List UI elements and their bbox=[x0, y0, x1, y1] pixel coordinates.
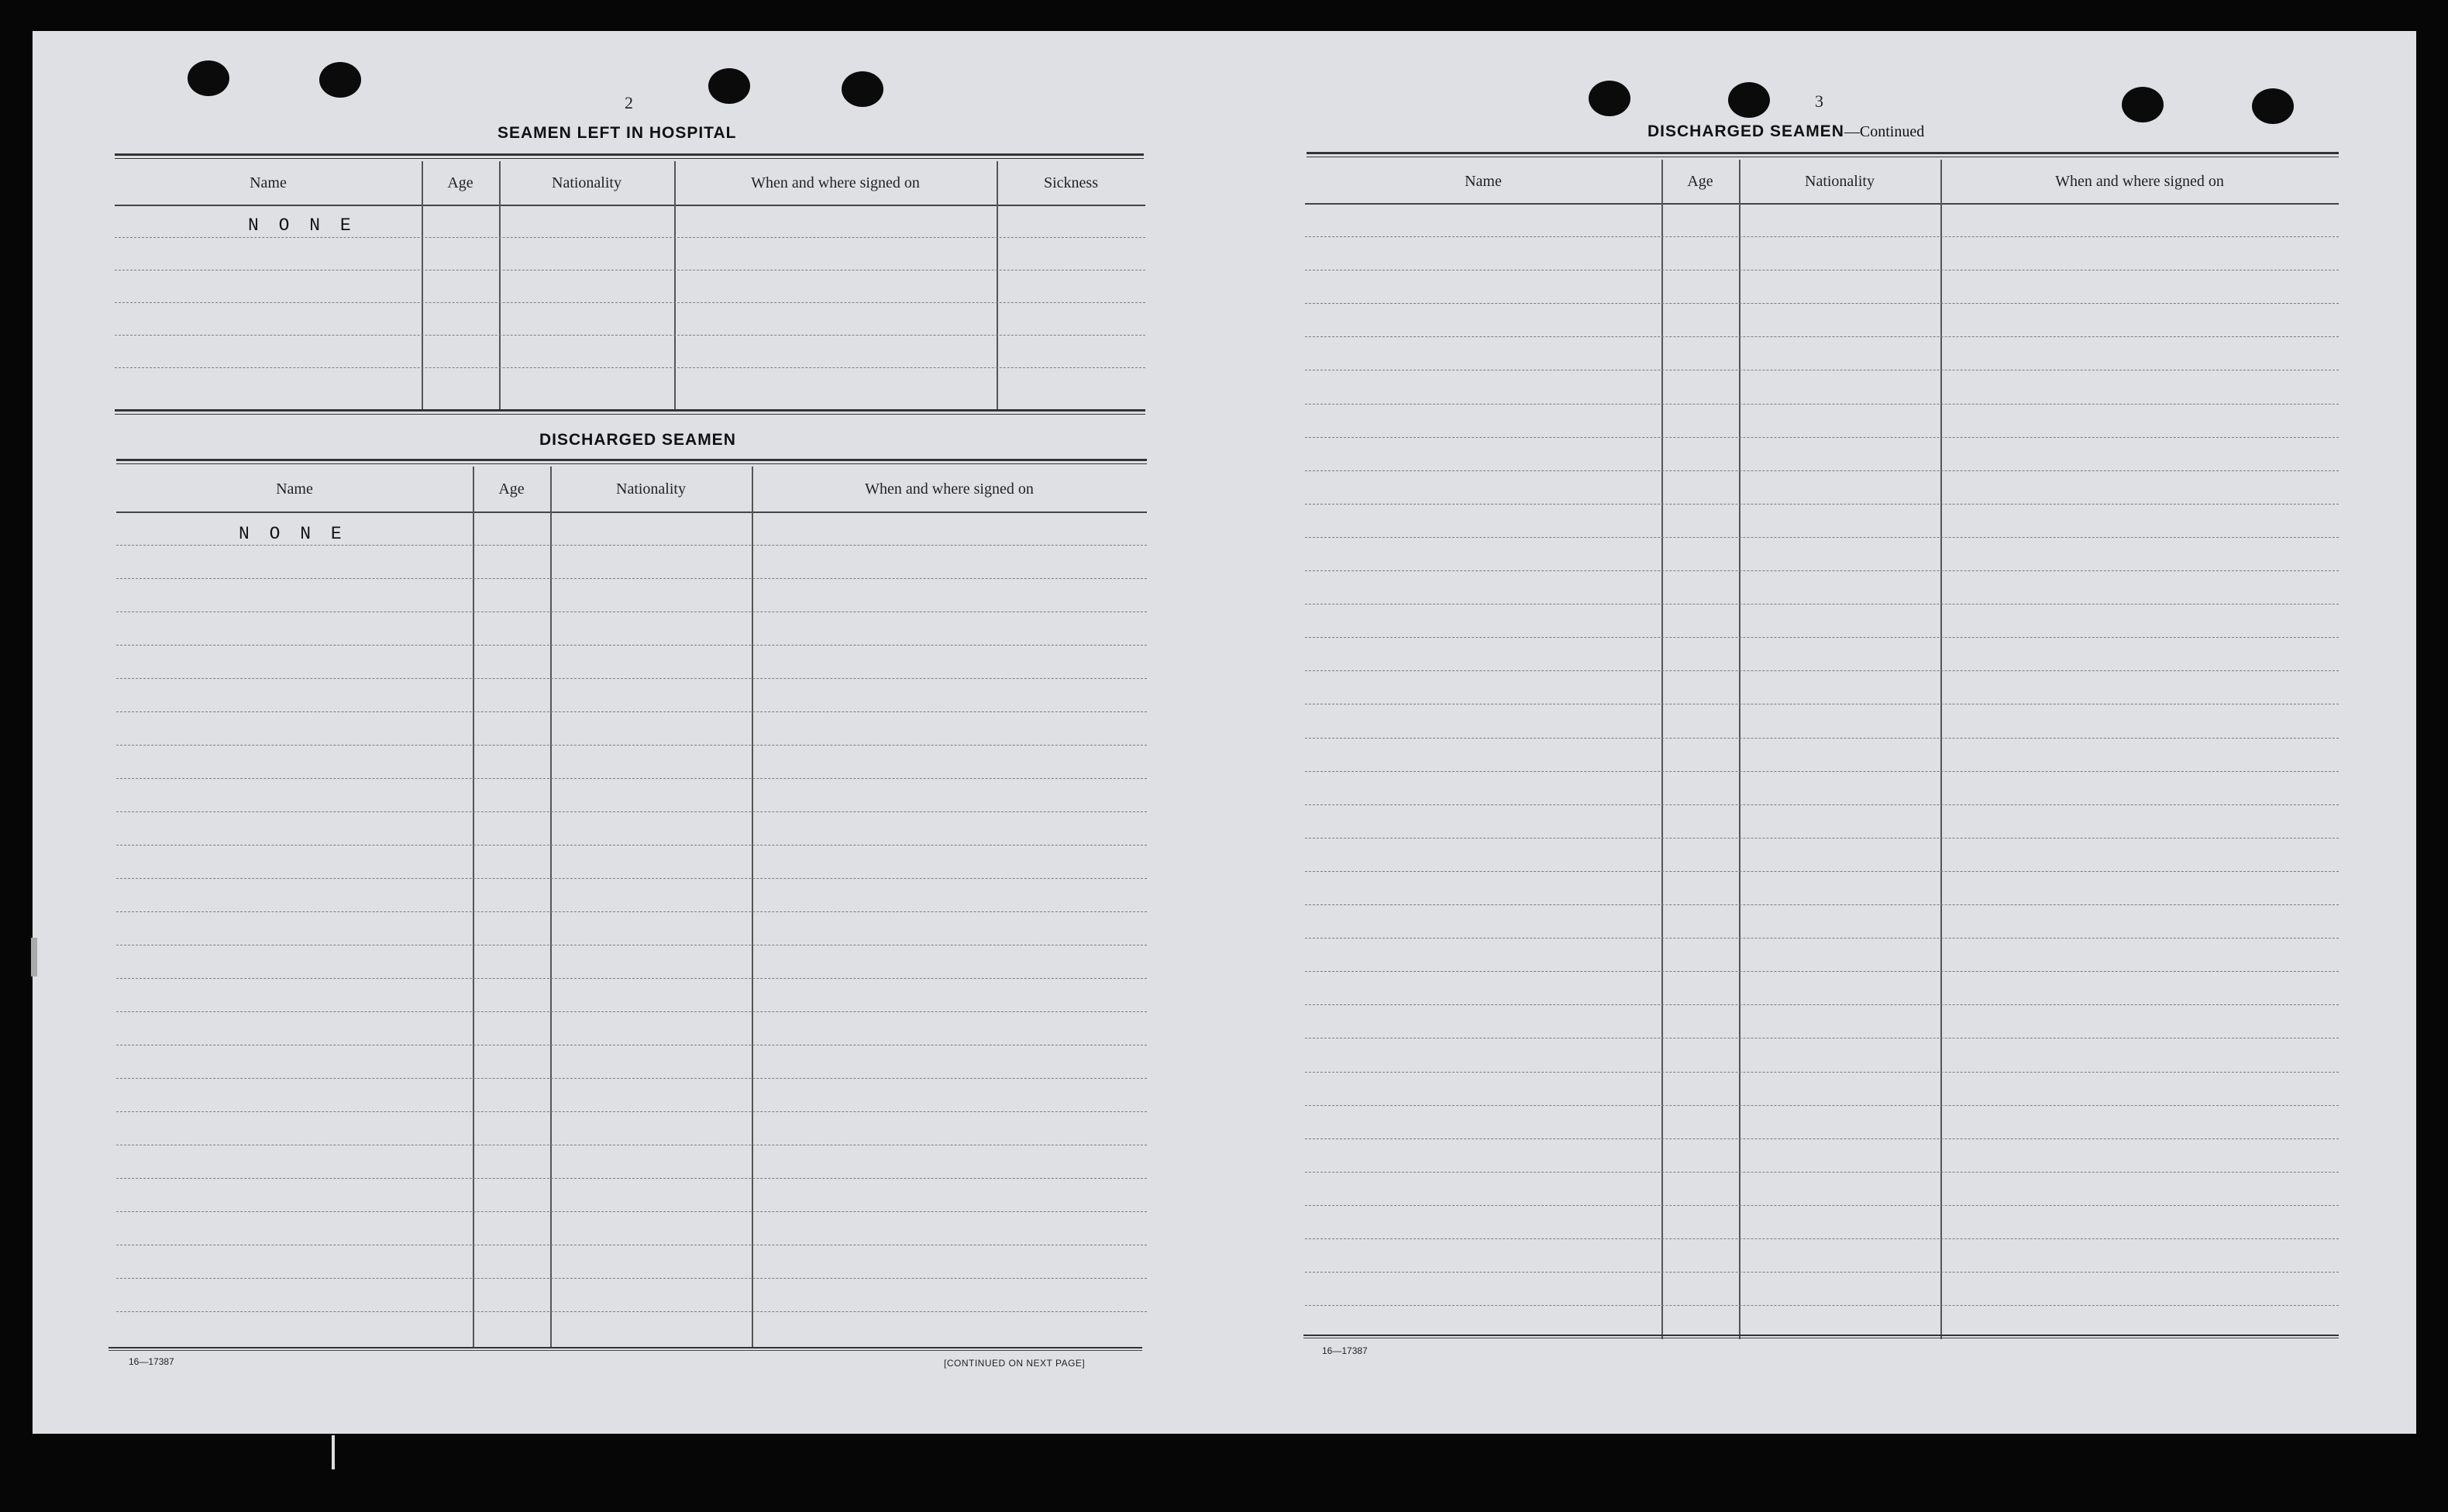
table-row bbox=[1305, 971, 2339, 1005]
section-rule bbox=[1307, 152, 2339, 157]
title-text: DISCHARGED SEAMEN bbox=[1647, 122, 1844, 140]
column-header-age: Age bbox=[1687, 172, 1713, 190]
table-row bbox=[1305, 570, 2339, 604]
table-row bbox=[1305, 704, 2339, 739]
table-row bbox=[115, 367, 1145, 400]
table-row bbox=[1305, 1004, 2339, 1038]
table-row bbox=[116, 1111, 1147, 1145]
table-row bbox=[115, 270, 1145, 303]
column-header-age: Age bbox=[447, 174, 473, 191]
discharged-table bbox=[116, 467, 1147, 1347]
table-bottom-rule bbox=[1303, 1335, 2339, 1338]
hospital-table bbox=[115, 161, 1145, 409]
table-row bbox=[1305, 804, 2339, 839]
table-bottom-rule bbox=[108, 1347, 1142, 1351]
table-row bbox=[116, 1278, 1147, 1312]
punch-hole bbox=[188, 60, 229, 96]
discharged-continued-table bbox=[1305, 160, 2339, 1339]
column-header-sickness: Sickness bbox=[1044, 174, 1098, 191]
column-header-nationality: Nationality bbox=[616, 480, 686, 498]
section-rule bbox=[115, 409, 1145, 415]
entry-none: N O N E bbox=[239, 524, 346, 544]
table-row bbox=[116, 911, 1147, 945]
table-row bbox=[116, 1311, 1147, 1345]
table-row bbox=[1305, 1138, 2339, 1173]
column-header-when-where: When and where signed on bbox=[751, 174, 920, 191]
form-number: 16—17387 bbox=[1322, 1345, 1368, 1356]
table-row bbox=[116, 1145, 1147, 1179]
table-row bbox=[116, 878, 1147, 912]
punch-hole bbox=[319, 62, 361, 98]
table-row bbox=[115, 237, 1145, 270]
column-header-when-where: When and where signed on bbox=[865, 480, 1034, 498]
edge-mark bbox=[31, 938, 37, 976]
discharged-section-title: DISCHARGED SEAMEN bbox=[539, 431, 736, 449]
table-row bbox=[116, 778, 1147, 812]
punch-hole bbox=[708, 68, 750, 104]
table-row bbox=[116, 511, 1147, 546]
table-row bbox=[116, 745, 1147, 779]
entry-none: N O N E bbox=[248, 215, 356, 236]
table-row bbox=[115, 302, 1145, 336]
table-row bbox=[1305, 738, 2339, 772]
column-header-nationality: Nationality bbox=[552, 174, 621, 191]
edge-mark bbox=[332, 1435, 335, 1469]
table-row bbox=[1305, 1305, 2339, 1338]
table-row bbox=[1305, 203, 2339, 237]
column-header-nationality: Nationality bbox=[1805, 172, 1875, 190]
table-row bbox=[1305, 1172, 2339, 1206]
table-row bbox=[116, 678, 1147, 712]
table-row bbox=[116, 1211, 1147, 1245]
table-row bbox=[1305, 1205, 2339, 1239]
table-row bbox=[1305, 437, 2339, 471]
table-row bbox=[1305, 771, 2339, 805]
table-row bbox=[1305, 637, 2339, 671]
table-row bbox=[116, 978, 1147, 1012]
table-row bbox=[1305, 904, 2339, 939]
table-row bbox=[1305, 537, 2339, 571]
table-row bbox=[115, 335, 1145, 368]
hospital-section-title: SEAMEN LEFT IN HOSPITAL bbox=[498, 124, 737, 142]
table-row bbox=[1305, 303, 2339, 337]
table-row bbox=[1305, 938, 2339, 972]
discharged-continued-title bbox=[1647, 122, 1924, 141]
column-header-name: Name bbox=[250, 174, 287, 191]
table-row bbox=[116, 1045, 1147, 1079]
punch-hole bbox=[1589, 81, 1630, 116]
table-row bbox=[116, 845, 1147, 879]
table-row bbox=[1305, 470, 2339, 505]
table-row bbox=[116, 1245, 1147, 1279]
punch-hole bbox=[842, 71, 883, 107]
column-header-name: Name bbox=[1465, 172, 1502, 190]
table-row bbox=[116, 945, 1147, 979]
title-suffix: —Continued bbox=[1844, 123, 1925, 140]
page-number: 2 bbox=[625, 93, 633, 112]
table-row bbox=[1305, 336, 2339, 370]
table-row bbox=[1305, 670, 2339, 704]
column-header-when-where: When and where signed on bbox=[2055, 172, 2224, 190]
table-row bbox=[1305, 871, 2339, 905]
punch-hole bbox=[2252, 88, 2294, 124]
continued-note: [CONTINUED ON NEXT PAGE] bbox=[944, 1358, 1086, 1369]
table-row bbox=[116, 1078, 1147, 1112]
table-row bbox=[116, 645, 1147, 679]
table-row bbox=[1305, 1272, 2339, 1306]
table-row bbox=[1305, 1038, 2339, 1073]
form-number: 16—17387 bbox=[129, 1356, 174, 1367]
table-row bbox=[1305, 404, 2339, 438]
table-row bbox=[1305, 1072, 2339, 1106]
table-row bbox=[1305, 236, 2339, 270]
table-row bbox=[116, 711, 1147, 746]
column-header-age: Age bbox=[498, 480, 525, 498]
table-row bbox=[1305, 1105, 2339, 1139]
table-row bbox=[1305, 604, 2339, 638]
table-row bbox=[116, 1011, 1147, 1045]
punch-hole bbox=[1728, 82, 1770, 118]
table-row bbox=[116, 545, 1147, 579]
table-row bbox=[116, 811, 1147, 846]
table-row bbox=[1305, 1238, 2339, 1273]
section-rule bbox=[115, 153, 1144, 159]
table-row bbox=[116, 1178, 1147, 1212]
punch-hole bbox=[2122, 87, 2164, 122]
column-header-name: Name bbox=[276, 480, 313, 498]
page-number: 3 bbox=[1815, 91, 1823, 111]
table-row bbox=[1305, 838, 2339, 872]
table-row bbox=[1305, 270, 2339, 304]
table-row bbox=[116, 611, 1147, 646]
table-row bbox=[116, 578, 1147, 612]
table-row bbox=[1305, 370, 2339, 405]
section-rule bbox=[116, 459, 1147, 464]
table-row bbox=[1305, 504, 2339, 538]
